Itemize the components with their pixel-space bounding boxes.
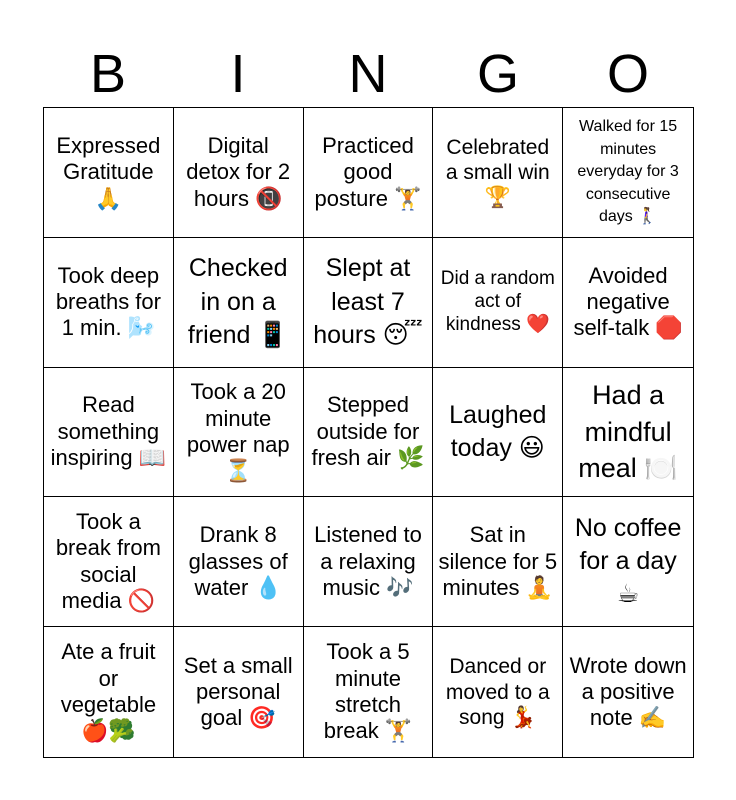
bingo-cell-g3[interactable] (433, 368, 563, 498)
cell-text: Had a mindful meal 🍽️ (578, 379, 678, 484)
cell-text: Checked in on a friend 📱 (187, 254, 289, 349)
bingo-cell-g4[interactable] (433, 497, 563, 627)
cell-text: Stepped outside for fresh air 🌿 (311, 392, 425, 471)
cell-text: Took deep breaths for 1 min. 🌬️ (55, 262, 161, 341)
cell-text: Wrote down a positive note ✍️ (569, 652, 687, 731)
header-letter-b: B (89, 44, 127, 104)
cell-text: Set a small personal goal 🎯 (183, 652, 293, 731)
cell-text: Drank 8 glasses of water 💧 (188, 522, 288, 600)
bingo-cell-b1[interactable] (44, 108, 174, 238)
bingo-cell-i5[interactable] (174, 627, 304, 757)
bingo-cell-n2[interactable] (304, 238, 434, 368)
bingo-cell-n1[interactable] (304, 108, 434, 238)
cell-text: Walked for 15 minutes everyday for 3 consecutive days 🚶‍♀️ (577, 118, 679, 225)
bingo-cell-g2[interactable] (433, 238, 563, 368)
cell-text: Sat in silence for 5 minutes 🧘 (438, 522, 558, 600)
cell-text: Ate a fruit or vegetable 🍎🥦 (60, 639, 157, 744)
bingo-cell-o5[interactable] (563, 627, 693, 757)
cell-text: Took a break from social media 🚫 (55, 509, 161, 614)
bingo-cell-b4[interactable] (44, 497, 174, 627)
cell-text: Practiced good posture 🏋️ (314, 132, 422, 211)
cell-text: Celebrated a small win 🏆 (445, 135, 550, 209)
bingo-cell-b5[interactable] (44, 627, 174, 757)
bingo-cell-o3[interactable] (563, 368, 693, 498)
cell-text: Took a 5 minute stretch break 🏋️ (323, 639, 413, 744)
bingo-cell-g5[interactable] (433, 627, 563, 757)
bingo-cell-n4[interactable] (304, 497, 434, 627)
cell-text: Did a random act of kindness ❤️ (440, 268, 555, 335)
cell-text: Read something inspiring 📖 (50, 392, 167, 471)
cell-text: Slept at least 7 hours 😴 (313, 254, 423, 349)
cell-text: Avoided negative self-talk 🛑 (573, 262, 683, 341)
bingo-cell-i4[interactable] (174, 497, 304, 627)
cell-text: Took a 20 minute power nap ⏳ (186, 379, 290, 484)
cell-text: Digital detox for 2 hours 📵 (186, 132, 291, 211)
header-letter-o: O (606, 44, 649, 104)
header-letter-i: I (230, 44, 246, 104)
bingo-cell-o1[interactable] (563, 108, 693, 238)
bingo-cell-i3[interactable] (174, 368, 304, 498)
cell-text: Danced or moved to a song 💃 (445, 655, 550, 729)
bingo-cell-g1[interactable] (433, 108, 563, 238)
header-letter-g: G (476, 44, 519, 104)
bingo-cell-n3[interactable] (304, 368, 434, 498)
cell-text: Listened to a relaxing music 🎶 (314, 522, 422, 600)
header-letter-n: N (348, 44, 388, 104)
bingo-cell-b3[interactable] (44, 368, 174, 498)
bingo-cell-b2[interactable] (44, 238, 174, 368)
bingo-cell-o2[interactable] (563, 238, 693, 368)
cell-text: Expressed Gratitude 🙏 (56, 132, 161, 211)
bingo-cell-i1[interactable] (174, 108, 304, 238)
bingo-cell-n5[interactable] (304, 627, 434, 757)
bingo-board (43, 107, 694, 758)
cell-text: Laughed today 😃 (449, 400, 547, 462)
bingo-cell-i2[interactable] (174, 238, 304, 368)
cell-text: No coffee for a day ☕ (574, 513, 682, 609)
bingo-cell-o4[interactable] (563, 497, 693, 627)
bingo-header (43, 40, 693, 108)
